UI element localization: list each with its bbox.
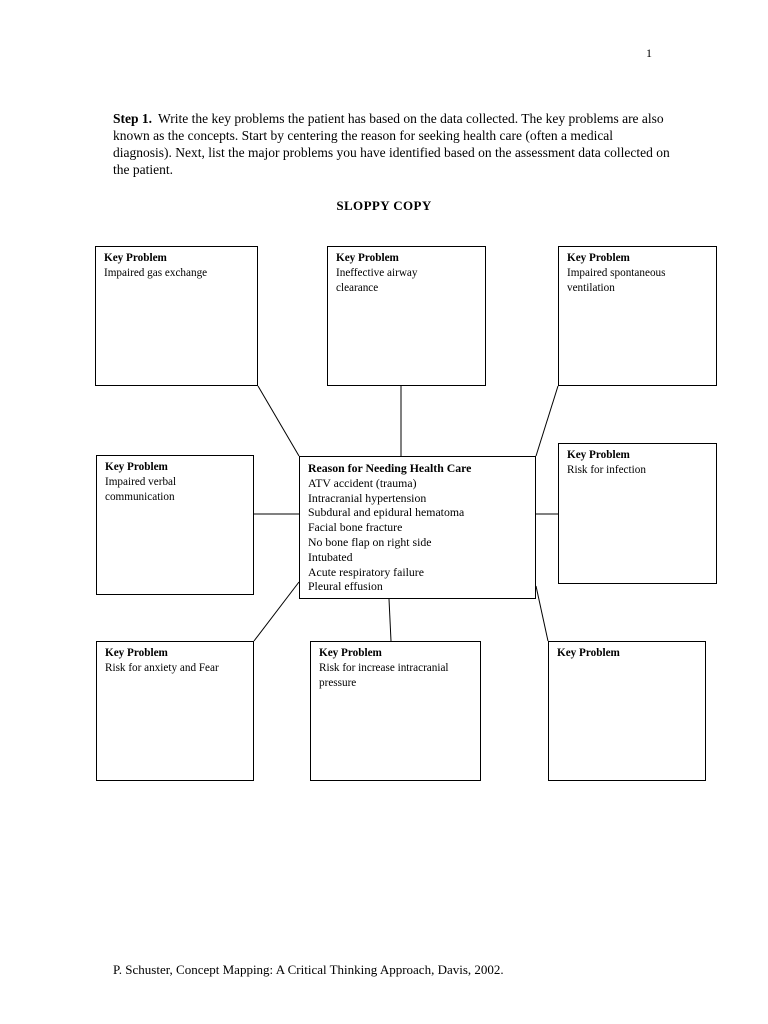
key-problem-label: Key Problem	[567, 252, 630, 264]
key-problem-label: Key Problem	[336, 252, 399, 264]
center-reason-item: ATV accident (trauma)	[308, 475, 417, 490]
center-reason-item: Subdural and epidural hematoma	[308, 505, 465, 520]
center-reason-item: Intracranial hypertension	[308, 490, 427, 505]
center-reason-label: Reason for Needing Health Care	[308, 461, 472, 475]
key-problem-label: Key Problem	[105, 647, 168, 659]
key-problem-text: Risk for increase intracranial pressure	[319, 662, 449, 689]
center-reason-item: Intubated	[308, 549, 353, 564]
center-reason-item: Acute respiratory failure	[308, 564, 424, 579]
key-problem-text: Ineffective airway clearance	[336, 267, 418, 294]
key-problem-text: Impaired verbal communication	[105, 476, 177, 503]
key-problem-box-empty	[548, 641, 706, 781]
key-problem-box-infection	[558, 443, 717, 584]
key-problem-text: Risk for anxiety and Fear	[105, 662, 219, 674]
key-problem-box-anxiety-fear	[96, 641, 254, 781]
key-problem-label: Key Problem	[104, 252, 167, 264]
step-text: Write the key problems the patient has based on the data collected. The key problems are also known as the concepts. Start by centering the reason for seeking health care (often a medical diagnosis). Next, list the major problems you have identified based on the assessment data collected on the patient.	[113, 111, 670, 177]
center-reason-item: Facial bone fracture	[308, 520, 403, 535]
footer-citation: P. Schuster, Concept Mapping: A Critical Thinking Approach, Davis, 2002.	[113, 962, 504, 977]
key-problem-label: Key Problem	[105, 461, 168, 473]
connector-empty-problem	[536, 586, 548, 641]
connector-anxiety-fear	[254, 582, 299, 641]
key-problem-label: Key Problem	[567, 449, 630, 461]
key-problem-box-airway-clearance	[327, 246, 486, 386]
key-problem-label: Key Problem	[557, 647, 620, 659]
key-problem-text: Risk for infection	[567, 464, 646, 476]
key-problem-box-verbal-communication	[96, 455, 254, 595]
key-problem-text: Impaired gas exchange	[104, 267, 208, 279]
center-reason-box	[299, 456, 536, 599]
diagram-title: SLOPPY COPY	[336, 198, 432, 213]
center-reason-list	[308, 476, 527, 594]
center-reason-item: Pleural effusion	[308, 579, 383, 594]
center-reason-item: No bone flap on right side	[308, 534, 432, 549]
page-number: 1	[646, 46, 652, 60]
key-problem-box-intracranial-pressure	[310, 641, 481, 781]
key-problem-box-spontaneous-ventilation	[558, 246, 717, 386]
step-label: Step 1.	[113, 111, 153, 126]
connector-gas-exchange	[258, 386, 299, 456]
connector-spontaneous-ventilation	[536, 386, 558, 456]
key-problem-text: Impaired spontaneous ventilation	[567, 267, 666, 294]
connector-intracranial-pressure	[389, 599, 391, 641]
key-problem-label: Key Problem	[319, 647, 382, 659]
key-problem-box-gas-exchange	[95, 246, 258, 386]
